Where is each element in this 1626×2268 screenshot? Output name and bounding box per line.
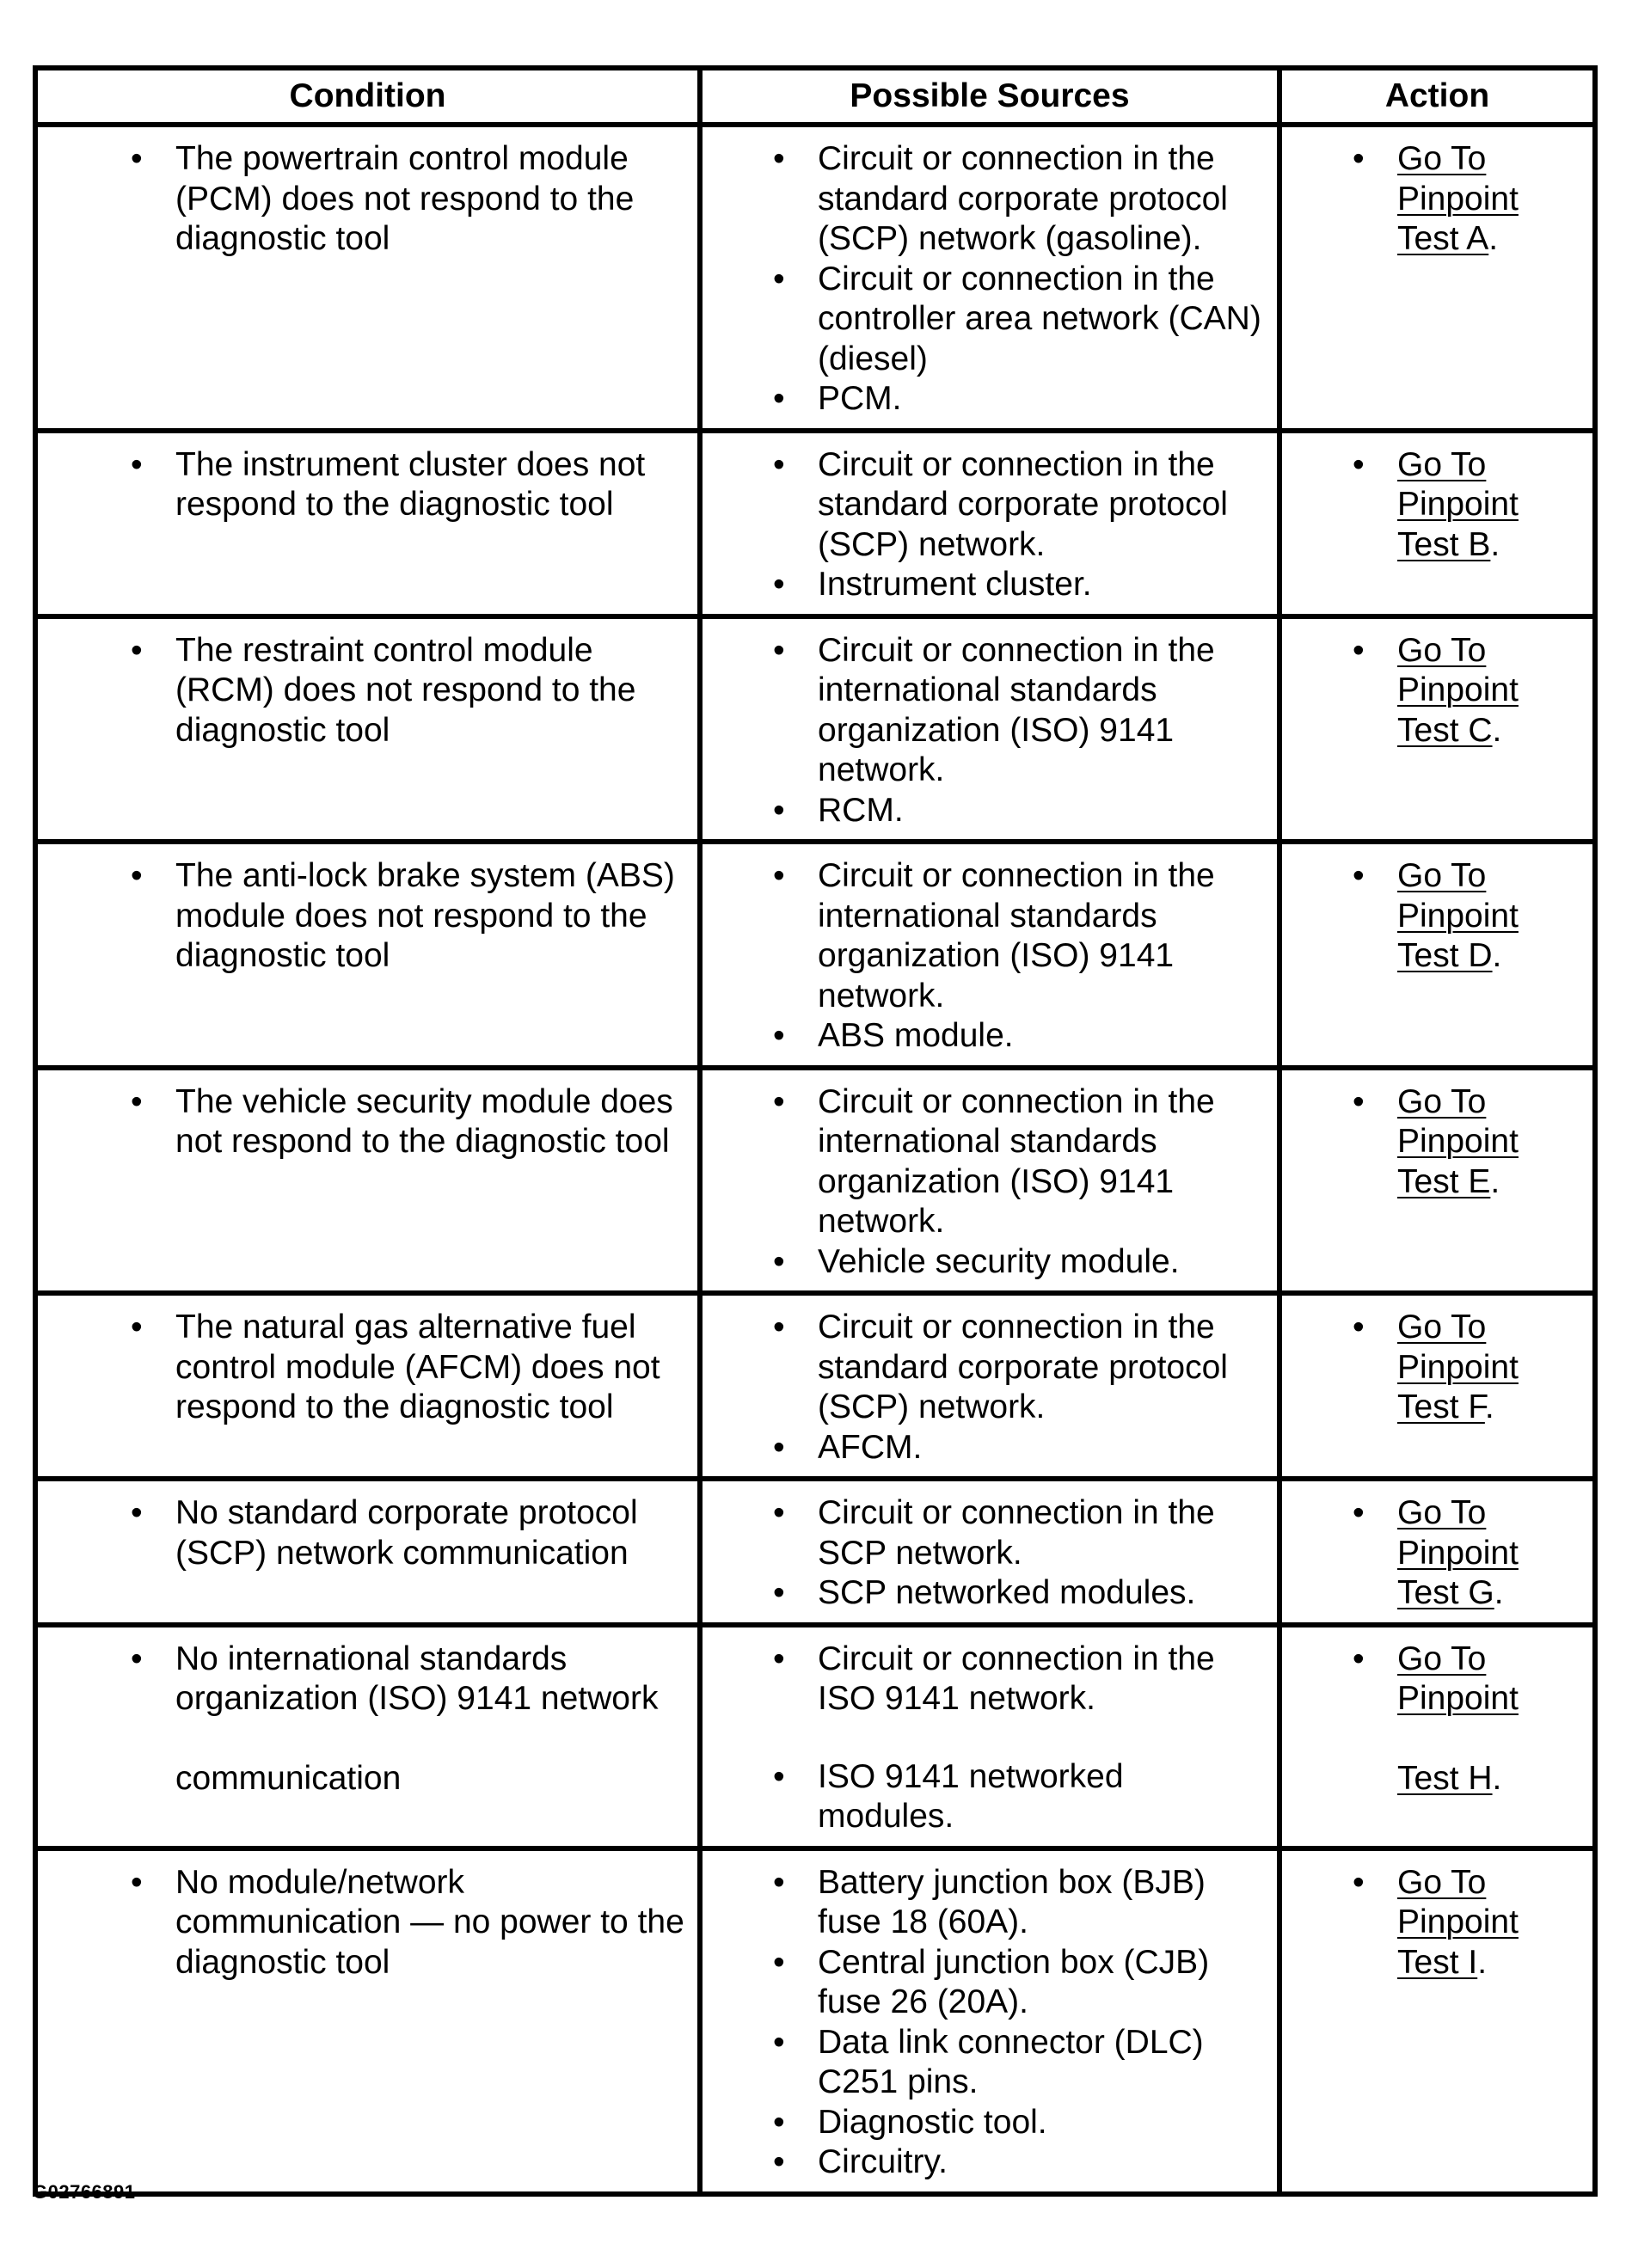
- pinpoint-test-d-link[interactable]: Go To Pinpoint Test D: [1397, 857, 1519, 974]
- pinpoint-test-b-link[interactable]: Go To Pinpoint Test B: [1397, 445, 1519, 563]
- condition-cell: [35, 1848, 700, 2194]
- source-item: • Circuit or connection in the international standards organization (ISO) 9141 network.: [818, 1082, 1268, 1242]
- action-item: • Go To Pinpoint Test F.: [1397, 1308, 1584, 1428]
- condition-cell: [35, 1293, 700, 1479]
- condition-text: • No module/network communication — no power to the diagnostic tool: [175, 1863, 689, 1983]
- action-item: • Go To Pinpoint Test A.: [1397, 139, 1584, 260]
- source-item: • Circuitry.: [818, 2142, 1268, 2183]
- sources-cell: [700, 431, 1279, 616]
- source-item: • Vehicle security module.: [818, 1242, 1268, 1283]
- sources-cell: [700, 125, 1279, 431]
- action-cell: [1279, 1625, 1595, 1848]
- sources-cell: [700, 1848, 1279, 2194]
- table-row: [35, 431, 1595, 616]
- source-item: • Circuit or connection in the controller area network (CAN) (diesel): [818, 260, 1268, 380]
- condition-text: • The instrument cluster does not respond to the diagnostic tool: [175, 445, 689, 525]
- condition-text: • The vehicle security module does not respond to the diagnostic tool: [175, 1082, 689, 1162]
- sources-cell: [700, 842, 1279, 1068]
- source-item: • Battery junction box (BJB) fuse 18 (60A).: [818, 1863, 1268, 1943]
- action-cell: [1279, 1848, 1595, 2194]
- source-item: • Diagnostic tool.: [818, 2103, 1268, 2143]
- table-row: [35, 1068, 1595, 1294]
- pinpoint-test-c-link[interactable]: Go To Pinpoint Test C: [1397, 631, 1519, 749]
- source-item: • Circuit or connection in the standard corporate protocol (SCP) network.: [818, 1308, 1268, 1428]
- sources-cell: [700, 1479, 1279, 1625]
- source-item: • Data link connector (DLC) C251 pins.: [818, 2023, 1268, 2103]
- source-item: • ISO 9141 networked modules.: [818, 1757, 1268, 1837]
- table-row: [35, 1479, 1595, 1625]
- header-row: [35, 68, 1595, 125]
- action-cell: [1279, 616, 1595, 843]
- action-item: • Go To Pinpoint Test H.: [1397, 1640, 1584, 1799]
- action-cell: [1279, 125, 1595, 431]
- condition-text: • The anti-lock brake system (ABS) module does not respond to the diagnostic tool: [175, 856, 689, 977]
- sources-cell: [700, 1293, 1279, 1479]
- source-item: • ABS module.: [818, 1016, 1268, 1057]
- condition-cell: [35, 1625, 700, 1848]
- table-row: [35, 1848, 1595, 2194]
- source-item: • Circuit or connection in the international standards organization (ISO) 9141 network.: [818, 631, 1268, 791]
- action-item: • Go To Pinpoint Test I.: [1397, 1863, 1584, 1983]
- action-cell: [1279, 1068, 1595, 1294]
- source-item: • SCP networked modules.: [818, 1573, 1268, 1614]
- pinpoint-test-f-link[interactable]: Go To Pinpoint Test F: [1397, 1309, 1519, 1425]
- source-item: • PCM.: [818, 379, 1268, 420]
- action-item: • Go To Pinpoint Test C.: [1397, 631, 1584, 751]
- condition-text: • No international standards organization (ISO) 9141 network communication: [175, 1640, 689, 1799]
- pinpoint-test-e-link[interactable]: Go To Pinpoint Test E: [1397, 1082, 1519, 1200]
- sources-cell: [700, 616, 1279, 843]
- source-item: • Instrument cluster.: [818, 565, 1268, 605]
- condition-cell: [35, 125, 700, 431]
- action-cell: [1279, 842, 1595, 1068]
- table-row: [35, 842, 1595, 1068]
- action-item: • Go To Pinpoint Test G.: [1397, 1493, 1584, 1614]
- action-item: • Go To Pinpoint Test B.: [1397, 445, 1584, 566]
- condition-header: Condition: [35, 68, 700, 125]
- source-item: • Circuit or connection in the international standards organization (ISO) 9141 network.: [818, 856, 1268, 1016]
- table-row: [35, 125, 1595, 431]
- action-cell: [1279, 1293, 1595, 1479]
- source-item: • Central junction box (CJB) fuse 26 (20A).: [818, 1943, 1268, 2023]
- action-item: • Go To Pinpoint Test D.: [1397, 856, 1584, 977]
- pinpoint-test-a-link[interactable]: Go To Pinpoint Test A: [1397, 140, 1519, 257]
- pinpoint-test-h-link[interactable]: Go To Pinpoint Test H: [1397, 1640, 1519, 1797]
- pinpoint-test-g-link[interactable]: Go To Pinpoint Test G: [1397, 1494, 1519, 1611]
- figure-id: G02766891: [33, 2181, 136, 2203]
- source-item: • AFCM.: [818, 1428, 1268, 1468]
- source-item: • Circuit or connection in the ISO 9141 network.: [818, 1640, 1268, 1719]
- condition-cell: [35, 431, 700, 616]
- condition-cell: [35, 616, 700, 843]
- sources-cell: [700, 1625, 1279, 1848]
- condition-text: • No standard corporate protocol (SCP) network communication: [175, 1493, 689, 1573]
- source-item: • Circuit or connection in the standard corporate protocol (SCP) network.: [818, 445, 1268, 566]
- possible-sources-header: Possible Sources: [700, 68, 1279, 125]
- source-item: • RCM.: [818, 791, 1268, 831]
- action-cell: [1279, 1479, 1595, 1625]
- pinpoint-test-i-link[interactable]: Go To Pinpoint Test I: [1397, 1863, 1519, 1981]
- action-cell: [1279, 431, 1595, 616]
- source-item: • Circuit or connection in the standard corporate protocol (SCP) network (gasoline).: [818, 139, 1268, 260]
- condition-cell: [35, 1479, 700, 1625]
- sources-cell: [700, 1068, 1279, 1294]
- table-row: [35, 1293, 1595, 1479]
- table-row: [35, 1625, 1595, 1848]
- action-item: • Go To Pinpoint Test E.: [1397, 1082, 1584, 1203]
- table-row: [35, 616, 1595, 843]
- diagnostic-table: [33, 65, 1598, 2197]
- condition-text: • The restraint control module (RCM) does not respond to the diagnostic tool: [175, 631, 689, 751]
- condition-text: • The powertrain control module (PCM) does not respond to the diagnostic tool: [175, 139, 689, 260]
- source-item: • Circuit or connection in the SCP network.: [818, 1493, 1268, 1573]
- action-header: Action: [1279, 68, 1595, 125]
- condition-text: • The natural gas alternative fuel control module (AFCM) does not respond to the diagnostic tool: [175, 1308, 689, 1428]
- condition-cell: [35, 842, 700, 1068]
- condition-cell: [35, 1068, 700, 1294]
